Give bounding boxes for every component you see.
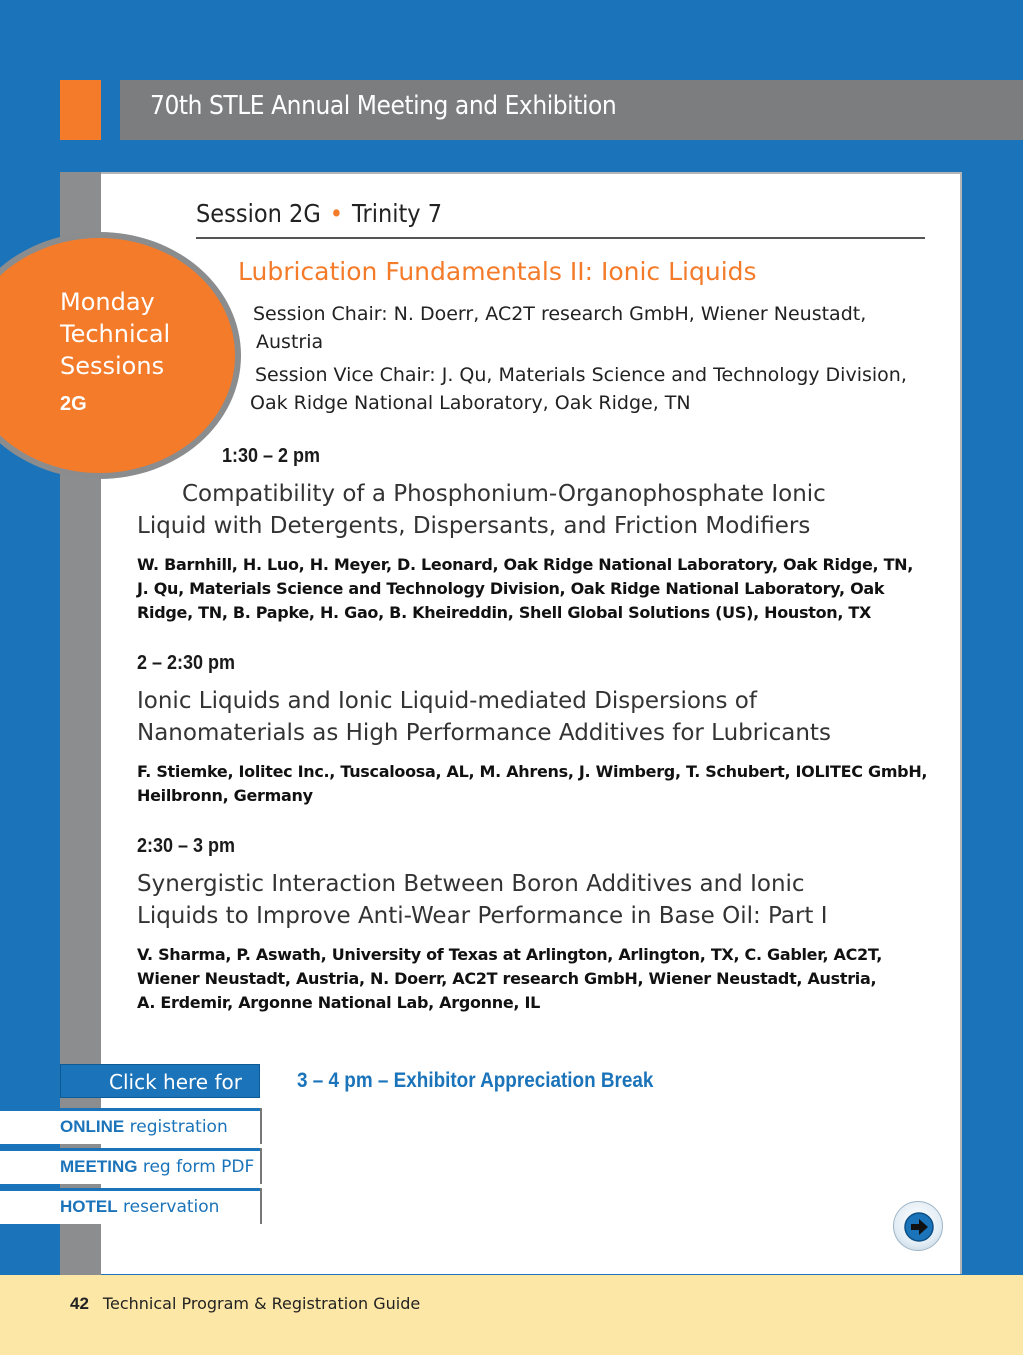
session-chair: Session Chair: N. Doerr, AC2T research GmbH, Wiener Neustadt, bbox=[253, 303, 867, 325]
break-notice: 3 – 4 pm – Exhibitor Appreciation Break bbox=[297, 1069, 654, 1092]
day-badge-text bbox=[60, 286, 170, 382]
footer bbox=[70, 1294, 420, 1314]
arrow-right-icon bbox=[903, 1211, 935, 1243]
talk-time: 2:30 – 3 pm bbox=[137, 835, 236, 857]
session-room: Trinity 7 bbox=[352, 199, 443, 228]
session-vice-chair: Session Vice Chair: J. Qu, Materials Science and Technology Division, bbox=[255, 364, 907, 386]
link-strong: ONLINE bbox=[60, 1117, 125, 1136]
session-code: Session 2G bbox=[196, 199, 321, 228]
session-chair-cont: Austria bbox=[256, 331, 324, 353]
talk-authors: F. Stiemke, Iolitec Inc., Tuscaloosa, AL, M. Ahrens, J. Wimberg, T. Schubert, IOLITEC GmbH, bbox=[137, 762, 928, 781]
badge-line: Technical bbox=[60, 320, 171, 348]
session-title: Lubrication Fundamentals II: Ionic Liquids bbox=[238, 257, 757, 286]
talk-time: 1:30 – 2 pm bbox=[222, 445, 321, 467]
online-registration-link[interactable] bbox=[0, 1108, 260, 1144]
page-number: 42 bbox=[70, 1294, 89, 1313]
talk-authors-cont: Ridge, TN, B. Papke, H. Gao, B. Kheireddin, Shell Global Solutions (US), Houston, TX bbox=[137, 603, 872, 622]
separator-dot: • bbox=[329, 199, 344, 228]
session-heading bbox=[196, 199, 442, 228]
link-rest: reg form PDF bbox=[137, 1157, 255, 1177]
click-here-header: Click here for bbox=[60, 1064, 260, 1098]
link-divider bbox=[260, 1148, 262, 1184]
badge-line: Monday bbox=[60, 288, 155, 316]
talk-title-cont: Nanomaterials as High Performance Additives for Lubricants bbox=[137, 720, 831, 746]
link-strong: MEETING bbox=[60, 1157, 138, 1176]
header-accent bbox=[60, 80, 101, 140]
talk-title-cont: Liquids to Improve Anti-Wear Performance in Base Oil: Part I bbox=[137, 903, 828, 929]
session-vice-chair-cont: Oak Ridge National Laboratory, Oak Ridge, TN bbox=[250, 392, 691, 414]
talk-time: 2 – 2:30 pm bbox=[137, 652, 236, 674]
link-rest: registration bbox=[124, 1117, 228, 1137]
hotel-reservation-link[interactable] bbox=[0, 1188, 260, 1224]
meeting-reg-form-link[interactable] bbox=[0, 1148, 260, 1184]
talk-authors: V. Sharma, P. Aswath, University of Texas at Arlington, Arlington, TX, C. Gabler, AC2T, bbox=[137, 945, 882, 964]
link-divider bbox=[260, 1108, 262, 1144]
badge-line: Sessions bbox=[60, 352, 165, 380]
page-title: 70th STLE Annual Meeting and Exhibition bbox=[150, 91, 617, 121]
badge-code: 2G bbox=[60, 393, 87, 415]
link-strong: HOTEL bbox=[60, 1197, 118, 1216]
guide-title: Technical Program & Registration Guide bbox=[102, 1294, 421, 1313]
talk-title: Compatibility of a Phosphonium-Organophosphate Ionic bbox=[182, 481, 826, 507]
link-rest: reservation bbox=[117, 1197, 220, 1217]
talk-title: Synergistic Interaction Between Boron Additives and Ionic bbox=[137, 871, 805, 897]
talk-authors-cont: Heilbronn, Germany bbox=[137, 786, 313, 805]
talk-authors-cont: Wiener Neustadt, Austria, N. Doerr, AC2T research GmbH, Wiener Neustadt, Austria, bbox=[137, 969, 877, 988]
footer-band bbox=[0, 1275, 1023, 1355]
talk-authors-cont: A. Erdemir, Argonne National Lab, Argonne, IL bbox=[137, 993, 541, 1012]
talk-authors: W. Barnhill, H. Luo, H. Meyer, D. Leonard, Oak Ridge National Laboratory, Oak Ridge, TN, bbox=[137, 555, 914, 574]
talk-title-cont: Liquid with Detergents, Dispersants, and Friction Modifiers bbox=[137, 513, 811, 539]
talk-title: Ionic Liquids and Ionic Liquid-mediated Dispersions of bbox=[137, 688, 757, 714]
next-page-button[interactable] bbox=[893, 1201, 943, 1251]
link-divider bbox=[260, 1188, 262, 1224]
heading-rule bbox=[196, 237, 925, 239]
talk-authors-cont: J. Qu, Materials Science and Technology Division, Oak Ridge National Laboratory, Oak bbox=[137, 579, 885, 598]
